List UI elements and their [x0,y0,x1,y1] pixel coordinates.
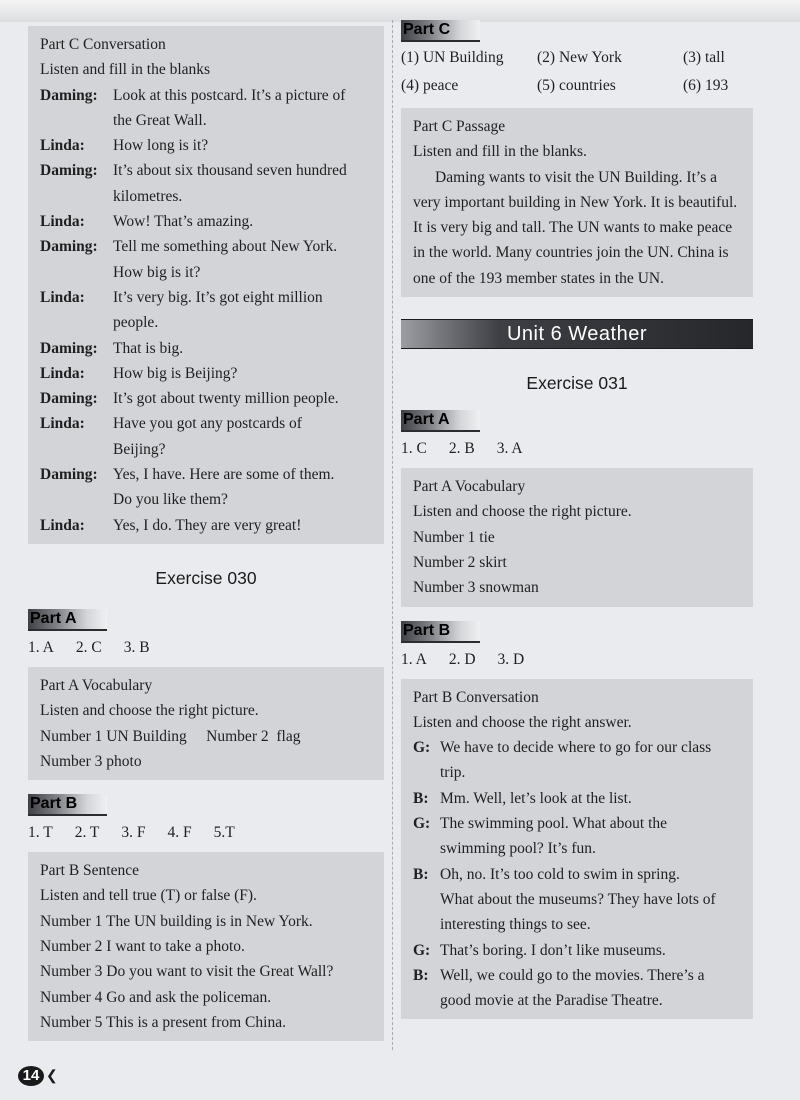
part-a-header: Part A [401,410,480,432]
box-line: Number 1 The UN building is in New York. [40,912,313,930]
speech-line: We have to decide where to go for our class [440,739,712,757]
passage-line: It is very big and tall. The UN wants to make peace [413,219,733,237]
speaker-label: Linda: [40,364,85,382]
answer: (5) countries [537,77,616,94]
speech [440,862,743,938]
box-line: Number 4 Go and ask the policeman. [40,988,272,1006]
speech-line: swimming pool? It’s fun. [440,840,596,858]
box-line: Listen and choose the right picture. [40,702,259,720]
box-line: Number 1 tie [413,528,495,546]
speaker-label: Daming: [40,86,98,104]
dialogue-turn [413,811,743,862]
speech-line: Oh, no. It’s too cold to swim in spring. [440,865,680,883]
speaker-label: Linda: [40,137,85,155]
speech [113,158,374,209]
box-line: Listen and choose the right picture. [413,503,632,521]
answer: 2. C [75,638,102,656]
speech-line: Look at this postcard. It’s a picture of [113,86,346,104]
dialogue-turn [40,336,374,361]
box-line: Number 2 skirt [413,553,507,571]
speech [113,361,374,386]
speech-line: kilometres. [113,187,183,205]
speaker-label: B: [413,966,429,984]
answer: 1. A [401,650,427,668]
speaker-label: Linda: [40,415,85,433]
passage-line: in the world. Many countries join the UN. China is [413,244,729,262]
answer: 5.T [213,824,235,842]
page-number [18,1066,58,1086]
speaker-label: G: [413,815,431,833]
speech-line: Do you like them? [113,491,228,509]
answer: (6) 193 [683,77,729,94]
unit-title-banner: Unit 6 Weather [401,319,753,349]
box-line: Number 5 This is a present from China. [40,1013,286,1031]
answer-row [28,637,384,659]
speaker-label: Linda: [40,516,85,534]
dialogue-turn [40,361,374,386]
speech-line: Well, we could go to the movies. There’s a [440,966,705,984]
speech [113,209,374,234]
speech-line: It’s got about twenty million people. [113,390,339,408]
box-title: Part B Sentence [40,862,140,880]
speech [440,735,743,786]
speech-line: It’s very big. It’s got eight million [113,288,323,306]
speech [113,462,374,513]
dialogue-turn [40,462,374,513]
passage-line: one of the 193 member states in the UN. [413,269,664,287]
speech [440,938,743,963]
dialogue-turn [40,285,374,336]
speech-line: Yes, I have. Here are some of them. [113,466,335,484]
passage-line: Daming wants to visit the UN Building. It’s a [435,168,717,186]
part-a-vocabulary-box [401,468,753,606]
left-column [28,0,384,1041]
box-title: Part C Passage [413,118,506,135]
box-line: Number 2 I want to take a photo. [40,938,245,956]
speech-line: The swimming pool. What about the [440,815,668,833]
dialogue-turn [40,513,374,538]
answer: 4. F [167,824,192,842]
dialogue-turn [40,158,374,209]
box-title: Part B Conversation [413,688,539,706]
speech-line: That’s boring. I don’t like museums. [440,941,666,959]
box-title: Part C Conversation [40,36,166,53]
answer-row [401,438,753,460]
speech-line: How big is it? [113,263,201,281]
answer: 2. D [448,650,476,668]
speech [113,386,374,411]
column-divider [392,20,393,1050]
passage-line: very important building in New York. It is beautiful. [413,193,738,211]
speaker-label: B: [413,865,429,883]
speaker-label: Daming: [40,466,98,484]
answer: 3. D [497,650,525,668]
answer: 3. A [496,440,523,458]
speech-line: How long is it? [113,137,209,155]
answer: (3) tall [683,49,725,66]
box-line: Number 3 photo [40,752,142,770]
dialogue [413,735,743,1013]
answer-grid [401,44,753,100]
speech-line: people. [113,314,159,332]
box-instruction: Listen and choose the right answer. [413,713,632,731]
box-line: Listen and tell true (T) or false (F). [40,887,257,905]
speech-line: good movie at the Paradise Theatre. [440,992,663,1010]
box-line: Number 3 Do you want to visit the Great Wall? [40,963,334,981]
speech-line: Have you got any postcards of [113,415,302,433]
exercise-title: Exercise 031 [526,373,628,394]
speaker-label: G: [413,941,431,959]
right-column [401,0,753,1019]
part-b-header: Part B [28,794,107,816]
speech [440,963,743,1014]
part-b-sentence-box [28,852,384,1041]
speaker-label: Daming: [40,238,98,256]
speech-line: Wow! That’s amazing. [113,213,254,231]
speech [113,411,374,462]
answer: 1. A [28,638,54,656]
answer: 2. B [448,440,475,458]
dialogue-turn [40,411,374,462]
speaker-label: G: [413,739,431,757]
speech-line: interesting things to see. [440,916,591,934]
answer-row [28,822,384,844]
speech-line: Beijing? [113,440,166,458]
speech-line: It’s about six thousand seven hundred [113,162,347,180]
speaker-icon: ❮ [46,1068,58,1084]
part-c-conversation-box [28,26,384,544]
box-line: Number 1 UN Building Number 2 flag [40,727,301,745]
speech [113,285,374,336]
speech-line: the Great Wall. [113,111,207,129]
part-a-header: Part A [28,609,107,631]
speech-line: Yes, I do. They are very great! [113,516,302,534]
speech-line: How big is Beijing? [113,364,238,382]
part-b-header: Part B [401,621,480,643]
exercise-title: Exercise 030 [155,567,257,588]
answer: (4) peace [401,77,459,94]
answer: 3. F [121,824,146,842]
box-line: Number 3 snowman [413,579,539,597]
dialogue-turn [40,83,374,134]
speaker-label: B: [413,789,429,807]
answer: 2. T [74,824,100,842]
speaker-label: Daming: [40,390,98,408]
dialogue-turn [413,735,743,786]
box-instruction: Listen and fill in the blanks [40,61,211,79]
box-title: Part A Vocabulary [413,478,526,496]
dialogue-turn [413,786,743,811]
dialogue-turn [40,386,374,411]
dialogue-turn [413,963,743,1014]
speech [440,786,743,811]
part-c-header: Part C [401,20,480,42]
dialogue [40,83,374,538]
speech [113,234,374,285]
speech-line: Tell me something about New York. [113,238,338,256]
speaker-label: Linda: [40,288,85,306]
answer: 3. B [123,638,150,656]
speaker-label: Daming: [40,339,98,357]
speaker-label: Linda: [40,213,85,231]
answer: 1. C [401,440,427,458]
speech [113,513,374,538]
part-a-vocabulary-box [28,667,384,780]
speech-line: What about the museums? They have lots of [440,890,716,908]
dialogue-turn [40,209,374,234]
speech [113,336,374,361]
part-b-conversation-box [401,679,753,1020]
part-c-passage-box [401,108,753,297]
answer: (2) New York [537,49,622,66]
dialogue-turn [40,234,374,285]
speech [113,83,374,134]
answer: 1. T [28,824,53,842]
page-number-badge: 14 [18,1066,44,1086]
speech-line: That is big. [113,339,184,357]
box-title: Part A Vocabulary [40,676,153,694]
box-instruction: Listen and fill in the blanks. [413,143,587,161]
dialogue-turn [413,862,743,938]
speaker-label: Daming: [40,162,98,180]
speech [440,811,743,862]
speech [113,133,374,158]
speech-line: trip. [440,764,466,782]
dialogue-turn [40,133,374,158]
speech-line: Mm. Well, let’s look at the list. [440,789,632,807]
dialogue-turn [413,938,743,963]
answer-row [401,649,753,671]
answer: (1) UN Building [401,49,504,66]
